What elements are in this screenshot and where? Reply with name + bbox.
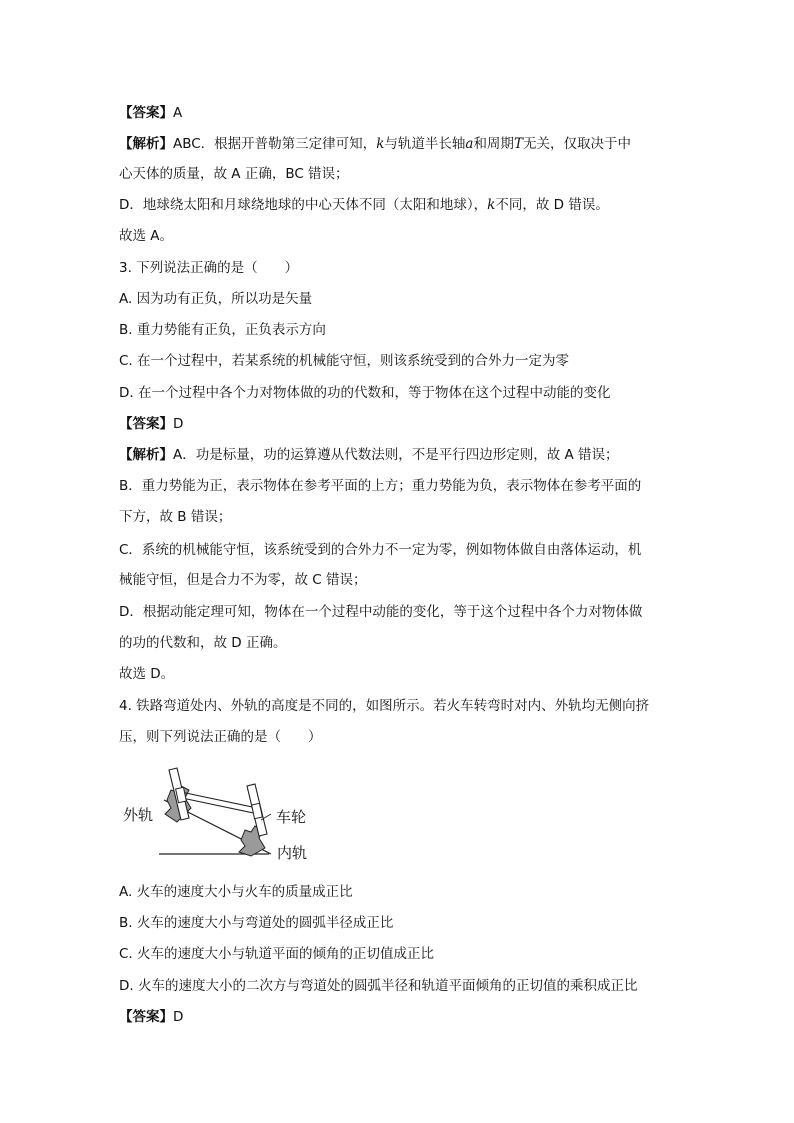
- answer-line: [119, 414, 679, 434]
- analysis-text: D．地球绕太阳和月球绕地球的中心天体不同（太阳和地球），: [119, 197, 488, 213]
- conclusion-line: 故选 D。: [119, 666, 175, 682]
- analysis-line: D．根据动能定理可知，物体在一个过程中动能的变化，等于这个过程中各个力对物体做: [119, 604, 643, 620]
- rail-figure: [119, 762, 319, 864]
- option-d: D. 在一个过程中各个力对物体做的功的代数和，等于物体在这个过程中动能的变化: [119, 385, 611, 401]
- question-stem: 压，则下列说法正确的是（ ）: [119, 729, 322, 745]
- option-b: B. 火车的速度大小与弯道处的圆弧半径成正比: [119, 915, 394, 931]
- analysis-text: 和周期: [473, 136, 514, 152]
- answer-tag: 【答案】: [119, 416, 173, 432]
- option-d: D. 火车的速度大小的二次方与弯道处的圆弧半径和轨道平面倾角的正切值的乘积成正比: [119, 978, 638, 994]
- answer-line: [119, 103, 679, 123]
- answer-value: A: [173, 105, 183, 121]
- analysis-text: 与轨道半长轴: [384, 136, 466, 152]
- math-var: a: [465, 136, 474, 152]
- option-c: C. 在一个过程中，若某系统的机械能守恒，则该系统受到的合外力一定为零: [119, 353, 570, 369]
- label-inner-rail: 内轨: [277, 844, 308, 862]
- label-wheel: 车轮: [276, 808, 307, 826]
- analysis-line: [119, 195, 679, 215]
- math-var: k: [487, 197, 496, 213]
- question-stem: 4. 铁路弯道处内、外轨的高度是不同的，如图所示。若火车转弯时对内、外轨均无侧向挤: [119, 698, 650, 714]
- analysis-text: 无关，仅取决于中: [522, 136, 631, 152]
- answer-tag: 【答案】: [119, 105, 173, 121]
- analysis-text: ABC．根据开普勒第三定律可知，: [173, 136, 377, 152]
- math-var: T: [513, 136, 523, 152]
- analysis-text: A．功是标量，功的运算遵从代数法则，不是平行四边形定则，故 A 错误；: [173, 447, 619, 463]
- analysis-line: C．系统的机械能守恒，该系统受到的合外力不一定为零，例如物体做自由落体运动，机: [119, 542, 642, 558]
- analysis-line: 的功的代数和，故 D 正确。: [119, 635, 287, 651]
- math-var: k: [376, 136, 385, 152]
- analysis-line: B．重力势能为正，表示物体在参考平面的上方；重力势能为负，表示物体在参考平面的: [119, 478, 642, 494]
- analysis-line: 下方，故 B 错误；: [119, 509, 232, 525]
- answer-tag: 【答案】: [119, 1009, 173, 1025]
- label-outer-rail: 外轨: [123, 806, 154, 824]
- analysis-line: [119, 134, 679, 154]
- question-stem: 3. 下列说法正确的是（ ）: [119, 260, 299, 276]
- analysis-tag: 【解析】: [119, 136, 173, 152]
- option-a: A. 火车的速度大小与火车的质量成正比: [119, 884, 353, 900]
- analysis-line: 心天体的质量，故 A 正确，BC 错误；: [119, 166, 349, 182]
- answer-value: D: [173, 416, 184, 432]
- analysis-text: 不同，故 D 错误。: [495, 197, 609, 213]
- analysis-line: 械能守恒，但是合力不为零，故 C 错误；: [119, 572, 367, 588]
- answer-line: [119, 1007, 679, 1027]
- option-b: B. 重力势能有正负，正负表示方向: [119, 322, 326, 338]
- option-a: A. 因为功有正负，所以功是矢量: [119, 291, 313, 307]
- hub-right: [252, 803, 263, 818]
- option-c: C. 火车的速度大小与轨道平面的倾角的正切值成正比: [119, 946, 435, 962]
- conclusion-line: 故选 A。: [119, 228, 174, 244]
- analysis-line: [119, 445, 679, 465]
- analysis-tag: 【解析】: [119, 447, 173, 463]
- answer-value: D: [173, 1009, 184, 1025]
